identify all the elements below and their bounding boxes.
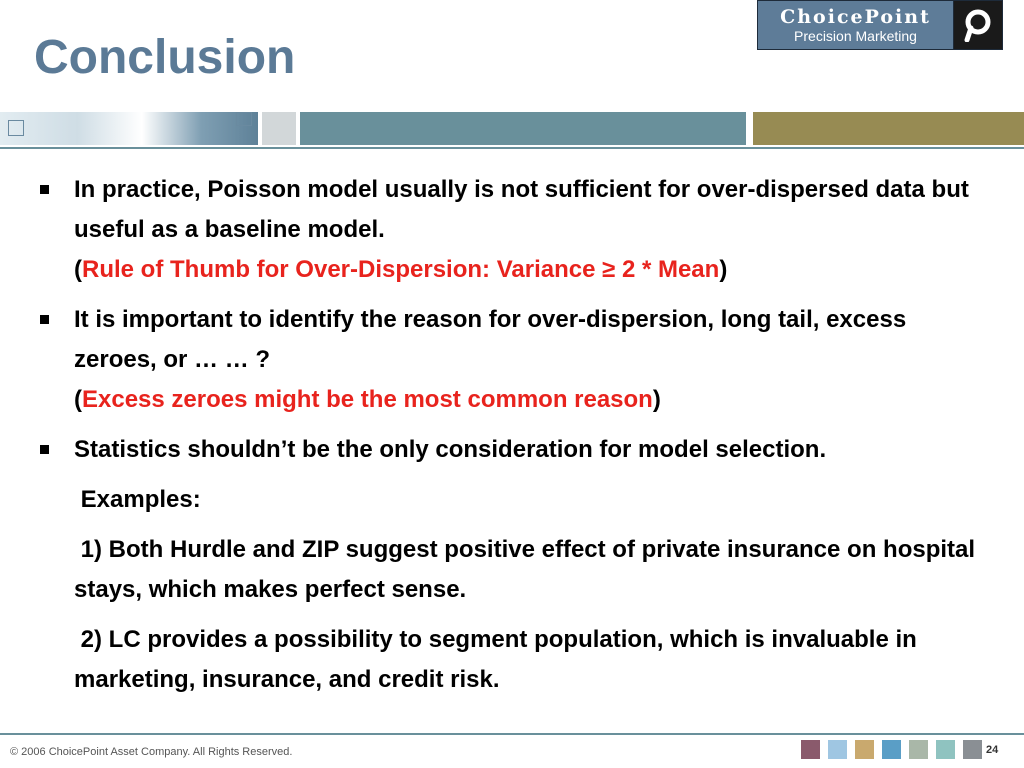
bullet-square-icon xyxy=(40,445,49,454)
band-segment-gray xyxy=(262,112,296,145)
example-text: 2) LC provides a possibility to segment population, which is invaluable in marketing, insurance, and credit risk. xyxy=(74,626,917,693)
bullet-text: It is important to identify the reason for over-dispersion, long tail, excess zeroes, or … … ? xyxy=(74,306,907,373)
example-item xyxy=(34,530,984,610)
footer-divider xyxy=(0,733,1024,735)
band-square-outline xyxy=(236,112,252,126)
examples-label-text: Examples: xyxy=(80,486,201,513)
bullet-text: Statistics shouldn’t be the only consideration for model selection. xyxy=(74,436,827,463)
paren-close: ) xyxy=(719,256,728,283)
example-item xyxy=(34,620,984,700)
footer-color-square xyxy=(882,740,901,759)
bullet-item xyxy=(34,300,984,420)
logo-name: ChoicePoint xyxy=(780,5,931,28)
bullet-square-icon xyxy=(40,185,49,194)
example-text: 1) Both Hurdle and ZIP suggest positive effect of private insurance on hospital stays, which makes perfect sense. xyxy=(74,536,976,603)
copyright-text: © 2006 ChoicePoint Asset Company. All Rights Reserved. xyxy=(10,746,293,758)
footer-color-square xyxy=(936,740,955,759)
band-underline xyxy=(0,147,1024,149)
band-segment-fade xyxy=(0,112,258,145)
footer-color-square xyxy=(828,740,847,759)
footer-color-square xyxy=(963,740,982,759)
bullet-highlight: Excess zeroes might be the most common reason xyxy=(82,386,653,413)
bullet-item xyxy=(34,430,984,470)
paren-close: ) xyxy=(652,386,661,413)
slide-title: Conclusion xyxy=(34,31,296,84)
footer-color-square xyxy=(801,740,820,759)
logo-tagline: Precision Marketing xyxy=(794,27,917,44)
band-segment-olive xyxy=(753,112,1024,145)
logo-wordmark xyxy=(758,1,954,49)
slide-content xyxy=(34,170,984,710)
choicepoint-logo xyxy=(757,0,1003,50)
bullet-highlight: Rule of Thumb for Over-Dispersion: Variance ≥ 2 * Mean xyxy=(82,256,720,283)
band-segment-teal xyxy=(300,112,746,145)
page-number: 24 xyxy=(986,744,999,756)
footer-color-squares xyxy=(801,740,982,759)
examples-label xyxy=(34,480,984,520)
logo-mark-icon xyxy=(954,1,1002,49)
footer-color-square xyxy=(909,740,928,759)
bullet-item xyxy=(34,170,984,290)
band-square-outline xyxy=(8,120,24,136)
bullet-text: In practice, Poisson model usually is not sufficient for over-dispersed data but useful as a baseline model. xyxy=(74,176,969,243)
bullet-square-icon xyxy=(40,315,49,324)
decorative-header-band xyxy=(0,112,1024,152)
footer-color-square xyxy=(855,740,874,759)
paren-open: ( xyxy=(74,256,82,283)
paren-open: ( xyxy=(74,386,82,413)
